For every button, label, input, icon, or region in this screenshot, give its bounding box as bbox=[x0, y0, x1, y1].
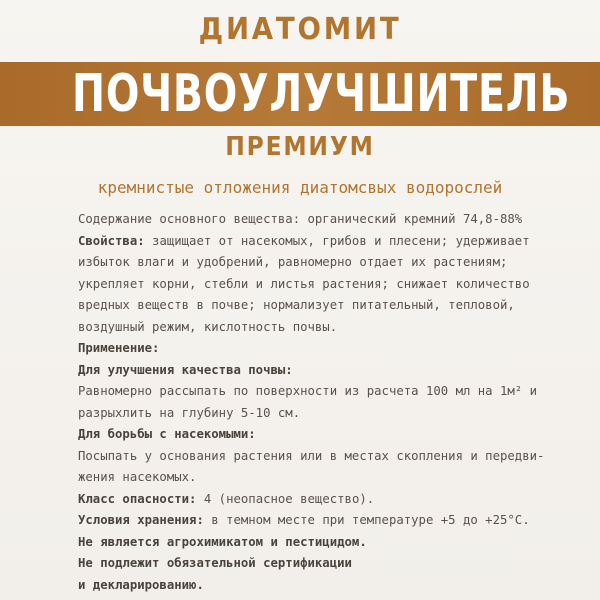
properties-text: избыток влаги и удобрений, равномерно отдает их растениям; bbox=[78, 255, 508, 269]
hazard-line bbox=[78, 489, 548, 511]
storage-label: Условия хранения: bbox=[78, 513, 204, 527]
storage-value: в темном месте при температуре +5 до +25°С. bbox=[203, 513, 530, 527]
label-header bbox=[0, 0, 600, 172]
properties-line bbox=[78, 231, 548, 253]
label-body bbox=[78, 209, 548, 596]
note-not-agrochemical: Не является агрохимикатом и пестицидом. bbox=[78, 534, 367, 549]
tagline: кремнистые отложения диатомсвых водорослей bbox=[97, 178, 503, 197]
hazard-value: 4 (неопасное вещество). bbox=[196, 491, 375, 506]
content-line: Содержание основного вещества: органический кремний 74,8-88% bbox=[78, 212, 523, 226]
product-grade: ПРЕМИУМ bbox=[225, 132, 375, 162]
application-heading: Применение: bbox=[78, 341, 160, 355]
insects-text: жения насекомых. bbox=[78, 470, 197, 484]
soil-heading: Для улучшения качества почвы: bbox=[78, 362, 293, 377]
properties-text: воздушный режим, кислотность почвы. bbox=[78, 319, 338, 334]
brand-name: ДИАТОМИТ bbox=[198, 12, 402, 47]
soil-text: Равномерно рассыпать по поверхности из расчета 100 мл на 1м² и bbox=[78, 384, 538, 398]
properties-text: вредных веществ в почве; нормализует питательный, тепловой, bbox=[78, 298, 515, 312]
properties-text: защищает от насекомых, грибов и плесени; удерживает bbox=[144, 233, 530, 248]
insects-heading: Для борьбы с насекомыми: bbox=[78, 427, 256, 441]
product-title: ПОЧВОУЛУЧШИТЕЛЬ bbox=[72, 64, 571, 124]
storage-line bbox=[78, 510, 548, 532]
soil-text: разрыхлить на глубину 5-10 см. bbox=[78, 405, 301, 420]
hazard-label: Класс опасности: bbox=[78, 491, 197, 506]
note-certification: Не подлежит обязательной сертификации bbox=[78, 556, 352, 570]
note-certification: и декларированию. bbox=[78, 577, 204, 592]
properties-label: Свойства: bbox=[78, 233, 145, 248]
insects-text: Посыпать у основания растения или в местах скопления и передви- bbox=[78, 448, 545, 463]
properties-text: укрепляет корни, стебли и листья растения; снижает количество bbox=[78, 276, 530, 291]
